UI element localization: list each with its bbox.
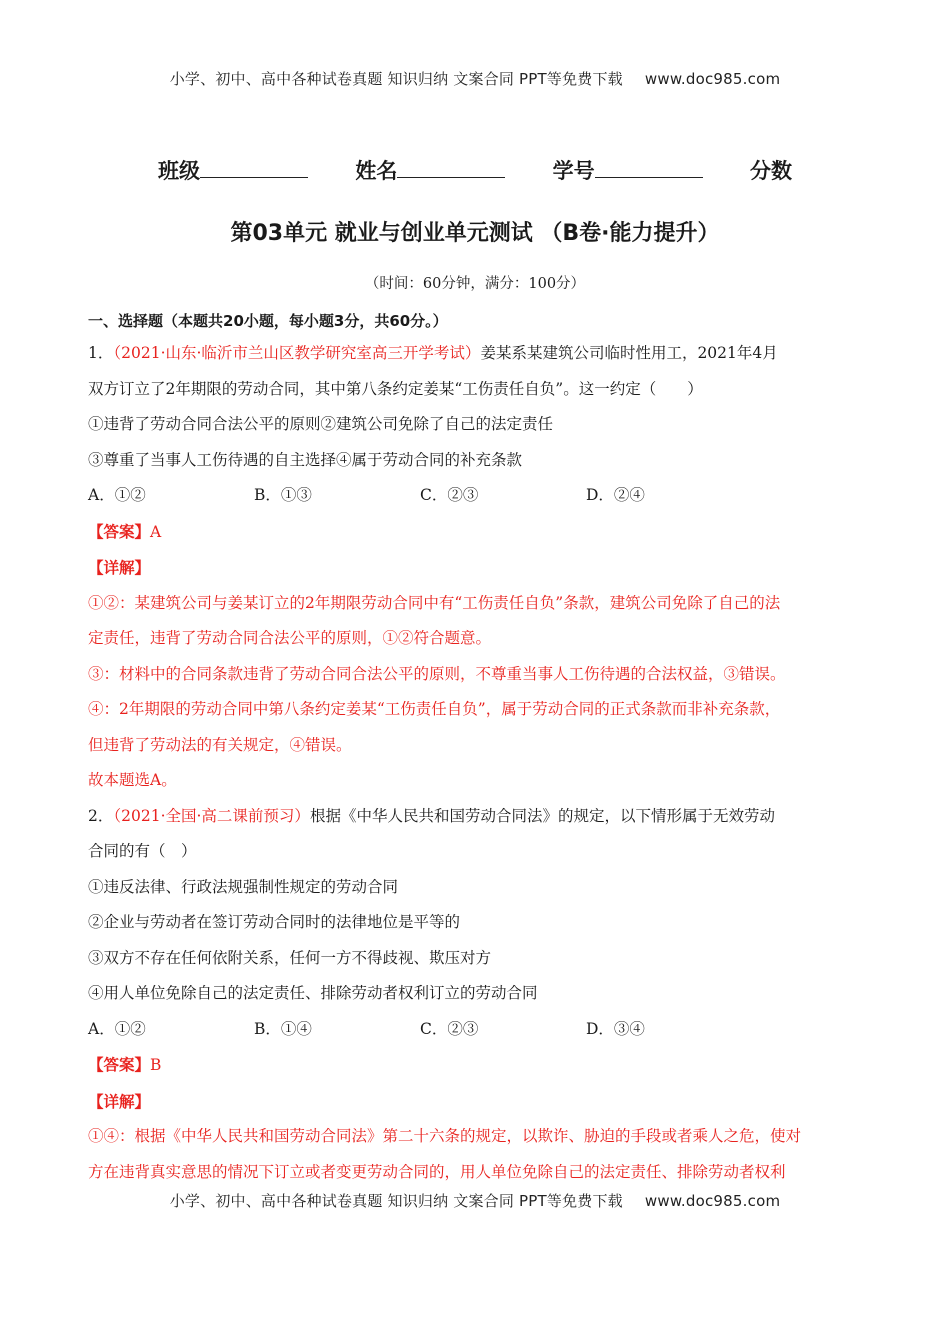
footer-url[interactable]: www.doc985.com: [644, 1192, 781, 1210]
name-field: [355, 155, 505, 185]
name-blank: [397, 159, 505, 178]
q2-statement-1: ①违反法律、行政法规强制性规定的劳动合同: [88, 877, 399, 896]
q2-stem-line-2: 合同的有（ ）: [88, 842, 197, 860]
q2-statement-2: ②企业与劳动者在签订劳动合同时的法律地位是平等的: [88, 913, 461, 931]
page-header: [0, 68, 950, 89]
q2-options: [88, 1012, 863, 1048]
name-label: 姓名: [355, 159, 398, 183]
class-field: [158, 155, 308, 185]
q2-stem-a: 根据《中华人民共和国劳动合同法》的规定，以下情形属于无效劳动: [309, 806, 775, 825]
q1-stem-line-1: [88, 336, 863, 372]
q1-options: [88, 478, 863, 514]
score-label: 分数: [749, 159, 792, 183]
q2-source: （2021·全国·高二课前预习）: [113, 806, 310, 825]
header-url[interactable]: www.doc985.com: [644, 70, 781, 88]
q1-conclusion: 故本题选A。: [88, 771, 177, 789]
q2-answer-tag: 【答案】: [88, 1055, 151, 1074]
q2-stem-line-1: [88, 799, 863, 835]
student-info-line: [0, 155, 950, 185]
q2-option-c[interactable]: C．②③: [420, 1019, 479, 1038]
q1-statements-2: ③尊重了当事人工伤待遇的自主选择④属于劳动合同的补充条款: [88, 450, 523, 469]
q1-option-a[interactable]: A．①②: [88, 486, 146, 504]
q1-detail-3b: 但违背了劳动法的有关规定，④错误。: [88, 735, 352, 754]
header-text: 小学、初中、高中各种试卷真题 知识归纳 文案合同 PPT等免费下载: [169, 70, 623, 88]
page-title: 第03单元 就业与创业单元测试 （B卷·能力提升）: [230, 221, 720, 246]
id-field: [553, 155, 703, 185]
q1-statements-1: ①违背了劳动合同合法公平的原则②建筑公司免除了自己的法定责任: [88, 415, 554, 433]
q2-answer-value: B: [150, 1056, 162, 1074]
q1-number: 1．: [88, 344, 114, 362]
id-label: 学号: [552, 159, 595, 183]
q1-source: （2021·山东·临沂市兰山区教学研究室高三开学考试）: [113, 344, 481, 362]
q2-detail-1b: 方在违背真实意思的情况下订立或者变更劳动合同的，用人单位免除自己的法定责任、排除劳动者权利: [88, 1162, 786, 1181]
q1-stem-line-2: 双方订立了2年期限的劳动合同，其中第八条约定姜某“工伤责任自负”。这一约定（ ）: [88, 379, 703, 398]
q1-detail-1a: ①②：某建筑公司与姜某订立的2年期限劳动合同中有“工伤责任自负”条款，建筑公司免除了自己的法: [88, 593, 781, 612]
section-title: 一、选择题（本题共20小题，每小题3分，共60分。）: [88, 312, 448, 330]
q2-option-a[interactable]: A．①②: [88, 1019, 146, 1038]
page-footer: [0, 1190, 950, 1211]
q2-detail-tag: 【详解】: [88, 1091, 151, 1111]
q2-statement-3: ③双方不存在任何依附关系，任何一方不得歧视、欺压对方: [88, 948, 492, 967]
exam-content: [88, 306, 863, 1190]
q1-detail-1b: 定责任，违背了劳动合同合法公平的原则，①②符合题意。: [88, 629, 492, 647]
q1-detail-2: ③：材料中的合同条款违背了劳动合同合法公平的原则，不尊重当事人工伤待遇的合法权益，③错误。: [88, 664, 786, 683]
footer-text: 小学、初中、高中各种试卷真题 知识归纳 文案合同 PPT等免费下载: [169, 1192, 623, 1210]
q2-detail-1a: ①④：根据《中华人民共和国劳动合同法》第二十六条的规定，以欺诈、胁迫的手段或者乘人之危，使对: [88, 1127, 802, 1145]
q1-option-c[interactable]: C．②③: [420, 486, 479, 504]
q1-option-d[interactable]: D．②④: [586, 486, 645, 504]
q1-stem-a: 姜某系某建筑公司临时性用工，2021年4月: [480, 344, 778, 362]
class-label: 班级: [158, 159, 201, 183]
id-blank: [595, 159, 703, 178]
q1-answer-value: A: [150, 522, 162, 541]
exam-meta: （时间：60分钟，满分：100分）: [364, 276, 586, 292]
q1-answer-tag: 【答案】: [88, 521, 151, 541]
q2-option-d[interactable]: D．③④: [586, 1019, 645, 1038]
score-field: [750, 155, 792, 185]
q2-statement-4: ④用人单位免除自己的法定责任、排除劳动者权利订立的劳动合同: [88, 984, 538, 1002]
q1-option-b[interactable]: B．①③: [254, 486, 312, 504]
q1-detail-3a: ④：2年期限的劳动合同中第八条约定姜某“工伤责任自负”，属于劳动合同的正式条款而非补充条款，: [88, 700, 781, 718]
q1-detail-tag: 【详解】: [88, 558, 151, 577]
q2-option-b[interactable]: B．①④: [254, 1019, 312, 1038]
q2-answer: [88, 1047, 863, 1084]
q2-number: 2．: [88, 806, 114, 825]
q1-answer: [88, 514, 863, 551]
class-blank: [200, 159, 308, 178]
